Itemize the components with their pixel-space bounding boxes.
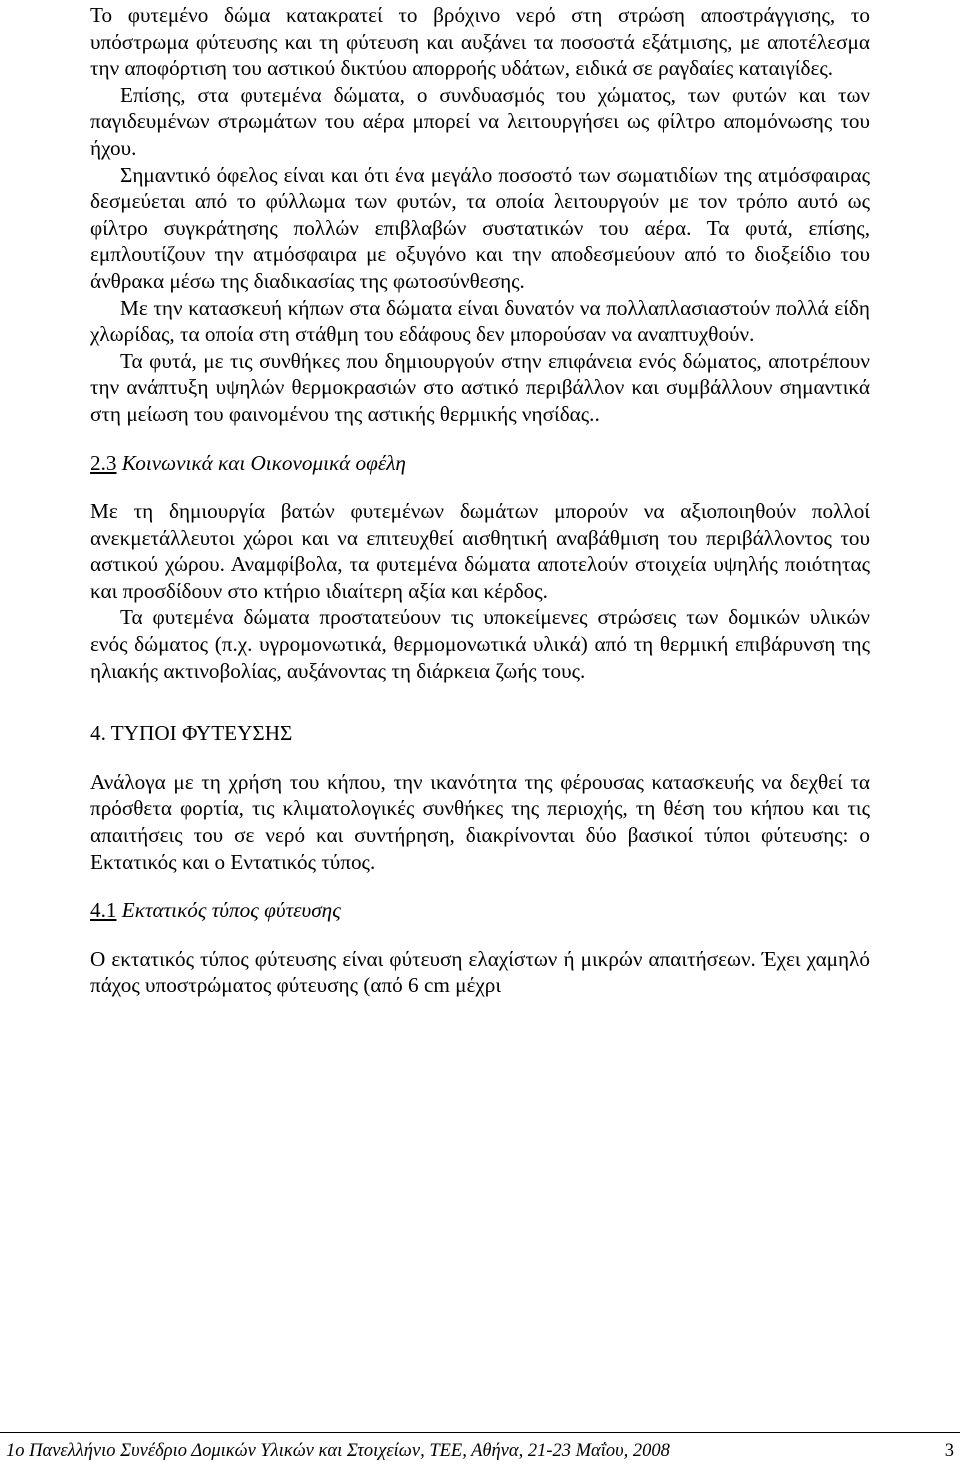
spacer	[90, 747, 870, 769]
spacer	[90, 476, 870, 498]
footer-rule	[0, 1432, 960, 1433]
paragraph-air-filtering: Σημαντικό όφελος είναι και ότι ένα μεγάλο ποσοστό των σωματιδίων της ατμόσφαιρας δεσμεύεται από το φύλλωμα των φυτών, τα οποία λειτουργούν με τον τρόπο αυτό ως φίλτρο συγκράτησης πολλών επιβλαβών συστατικών του αέρα. Τα φυτά, επίσης, εμπλουτίζουν την ατμόσφαιρα με οξυγόνο και την αποδεσμεύουν από το διοξείδιο του άνθρακα μέσω της διαδικασίας της φωτοσύνθεσης.	[90, 162, 870, 293]
section-number: 2.3	[90, 450, 117, 475]
spacer	[90, 684, 870, 720]
section-title: Κοινωνικά και Οικονομικά οφέλη	[121, 450, 406, 475]
paragraph-protection: Τα φυτεμένα δώματα προστατεύουν τις υποκείμενες στρώσεις των δομικών υλικών ενός δώματος (π.χ. υγρομονωτικά, θερμομονωτικά υλικά) από τη θερμική επιβάρυνση της ηλιακής ακτινοβολίας, αυξάνοντας τη διάρκεια ζωής τους.	[90, 605, 870, 683]
paragraph-sound-insulation: Επίσης, στα φυτεμένα δώματα, ο συνδυασμός του χώματος, των φυτών και των παγιδευμένων στρωμάτων του αέρα μπορεί να λειτουργήσει ως φίλτρο απομόνωσης του ήχου.	[90, 82, 870, 160]
paragraph-social-benefits: Με τη δημιουργία βατών φυτεμένων δωμάτων μπορούν να αξιοποιηθούν πολλοί ανεκμετάλλευτοι χώροι και να επιτευχθεί αισθητική αναβάθμιση του περιβάλλοντος του αστικού χώρου. Αναμφίβολα, τα φυτεμένα δώματα αποτελούν στοιχεία υψηλής ποιότητας και προσδίδουν στο κτήριο ιδιαίτερη αξία και κέρδος.	[90, 499, 870, 603]
spacer	[90, 924, 870, 946]
section-title: Εκτατικός τύπος φύτευσης	[121, 898, 341, 923]
spacer	[90, 428, 870, 450]
paragraph-flora: Με την κατασκευή κήπων στα δώματα είναι δυνατόν να πολλαπλασιαστούν πολλά είδη χλωρίδας, τα οποία στη στάθμη του εδάφους δεν μπορούσαν να αναπτυχθούν.	[90, 295, 870, 347]
paragraph-green-roof-runoff: Το φυτεμένο δώμα κατακρατεί το βρόχινο νερό στη στρώση αποστράγγισης, το υπόστρωμα φύτευσης και τη φύτευση και αυξάνει τα ποσοστά εξάτμισης, με αποτέλεσμα την αποφόρτιση του αστικού δικτύου απορροής υδάτων, ειδικά σε ραγδαίες καταιγίδες.	[90, 3, 870, 81]
footer-conference-text: 1ο Πανελλήνιο Συνέδριο Δομικών Υλικών και Στοιχείων, ΤΕΕ, Αθήνα, 21-23 Μαΐου, 2008	[6, 1441, 670, 1461]
section-heading-2-3	[90, 450, 870, 477]
paragraph-extensive-type: Ο εκτατικός τύπος φύτευσης είναι φύτευση ελαχίστων ή μικρών απαιτήσεων. Έχει χαμηλό πάχος υποστρώματος φύτευσης (από 6 cm μέχρι	[90, 946, 870, 998]
page-content	[90, 2, 870, 999]
section-heading-4: 4. ΤΥΠΟΙ ΦΥΤΕΥΣΗΣ	[90, 721, 293, 746]
paragraph-heat-island: Τα φυτά, με τις συνθήκες που δημιουργούν στην επιφάνεια ενός δώματος, αποτρέπουν την ανάπτυξη υψηλών θερμοκρασιών στο αστικό περιβάλλον και συμβάλλουν σημαντικά στη μείωση του φαινομένου της αστικής θερμικής νησίδας..	[90, 348, 870, 426]
page-number: 3	[944, 1441, 954, 1461]
section-number: 4.1	[90, 898, 117, 923]
paragraph-planting-types: Ανάλογα με τη χρήση του κήπου, την ικανότητα της φέρουσας κατασκευής να δεχθεί τα πρόσθετα φορτία, τις κλιματολογικές συνθήκες της περιοχής, τη θέση του κήπου και τις απαιτήσεις του σε νερό και συντήρηση, διακρίνονται δύο βασικοί τύποι φύτευσης: ο Εκτατικός και ο Εντατικός τύπος.	[90, 769, 870, 874]
spacer	[90, 875, 870, 897]
page-footer	[6, 1439, 954, 1463]
section-heading-4-1	[90, 897, 870, 924]
